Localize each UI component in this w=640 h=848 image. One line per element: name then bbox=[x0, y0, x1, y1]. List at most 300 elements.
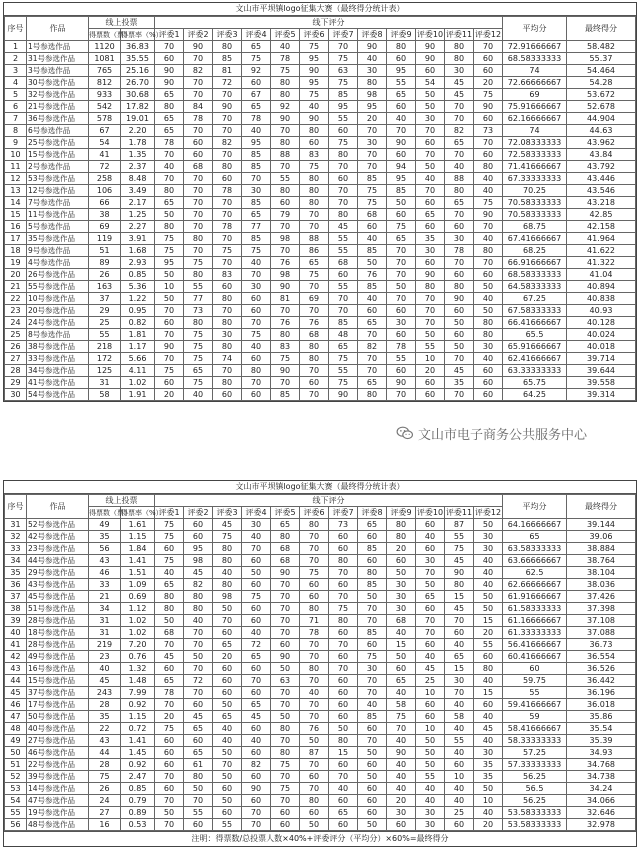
table-cell: 9号参选作品 bbox=[27, 245, 89, 257]
table-cell: 30 bbox=[5, 389, 27, 401]
table-cell: 53.58333333 bbox=[503, 807, 567, 819]
table-cell: 80 bbox=[155, 185, 184, 197]
table-cell: 40号参选作品 bbox=[27, 723, 89, 735]
table-cell: 40 bbox=[416, 651, 445, 663]
table-cell: 90 bbox=[416, 269, 445, 281]
table-cell: 0.92 bbox=[121, 759, 155, 771]
table-cell: 80 bbox=[213, 543, 242, 555]
table-cell: 92 bbox=[271, 101, 300, 113]
table-cell: 125 bbox=[89, 365, 121, 377]
table-cell: 70 bbox=[271, 221, 300, 233]
table-cell: 35 bbox=[474, 771, 503, 783]
header-judge-11: 评委11 bbox=[445, 507, 473, 517]
table-cell: 70 bbox=[184, 185, 213, 197]
table-cell: 75 bbox=[329, 353, 358, 365]
header-judge-4: 评委4 bbox=[242, 29, 271, 41]
table-cell: 40.018 bbox=[567, 341, 636, 353]
table-cell: 74 bbox=[213, 353, 242, 365]
table-cell: 20 bbox=[387, 543, 416, 555]
table-cell: 68 bbox=[358, 209, 387, 221]
table-cell: 60 bbox=[474, 149, 503, 161]
table-cell: 22 bbox=[5, 293, 27, 305]
table-cell: 75 bbox=[329, 377, 358, 389]
table-cell: 74 bbox=[503, 125, 567, 137]
table-cell: 60 bbox=[416, 519, 445, 531]
table-cell: 40 bbox=[387, 759, 416, 771]
table-cell: 58 bbox=[387, 699, 416, 711]
table-cell: 90 bbox=[329, 389, 358, 401]
table-cell: 60 bbox=[474, 53, 503, 65]
table-cell: 6 bbox=[5, 101, 27, 113]
table-cell: 51 bbox=[89, 245, 121, 257]
table-cell: 60 bbox=[416, 639, 445, 651]
table-cell: 85 bbox=[358, 711, 387, 723]
table-cell: 75 bbox=[242, 53, 271, 65]
table-cell: 60 bbox=[358, 531, 387, 543]
table-cell: 20 bbox=[387, 795, 416, 807]
table-cell: 50 bbox=[474, 591, 503, 603]
table-cell: 49号参选作品 bbox=[27, 651, 89, 663]
table-cell: 55 bbox=[329, 281, 358, 293]
table-cell: 80 bbox=[213, 341, 242, 353]
table-cell: 85 bbox=[242, 233, 271, 245]
table-cell: 2.20 bbox=[121, 125, 155, 137]
header-judge-7: 评委7 bbox=[329, 507, 358, 519]
table-cell: 16 bbox=[89, 819, 121, 831]
table-cell: 35 bbox=[445, 377, 474, 389]
table-cell: 54 bbox=[5, 795, 27, 807]
table-cell: 28 bbox=[89, 759, 121, 771]
header-final: 最终得分 bbox=[567, 17, 636, 41]
table-cell: 95 bbox=[242, 137, 271, 149]
table-cell: 66.41666667 bbox=[503, 317, 567, 329]
table-cell: 24号参选作品 bbox=[27, 317, 89, 329]
header-judge-6: 评委6 bbox=[300, 507, 329, 519]
table-cell: 77 bbox=[242, 221, 271, 233]
table-cell: 81 bbox=[271, 293, 300, 305]
table-cell: 37 bbox=[89, 293, 121, 305]
table-cell: 90 bbox=[271, 113, 300, 125]
table-cell: 80 bbox=[474, 329, 503, 341]
table-cell: 72.91666667 bbox=[503, 41, 567, 53]
table-cell: 70 bbox=[358, 161, 387, 173]
table-cell: 70 bbox=[300, 209, 329, 221]
table-cell: 31 bbox=[89, 615, 121, 627]
table-cell: 60 bbox=[416, 543, 445, 555]
table-cell: 35 bbox=[89, 711, 121, 723]
table-cell: 765 bbox=[89, 65, 121, 77]
table-cell: 72.58333333 bbox=[503, 149, 567, 161]
table-cell: 90 bbox=[184, 41, 213, 53]
table-cell: 70 bbox=[358, 687, 387, 699]
table-cell: 75 bbox=[358, 651, 387, 663]
table-cell: 70 bbox=[329, 185, 358, 197]
table-cell: 1.12 bbox=[121, 603, 155, 615]
table-cell: 36.196 bbox=[567, 687, 636, 699]
header-judge-5: 评委5 bbox=[271, 29, 300, 41]
table-cell: 67 bbox=[89, 125, 121, 137]
table-cell: 60 bbox=[184, 137, 213, 149]
table-cell: 70 bbox=[300, 711, 329, 723]
table-cell: 45 bbox=[445, 89, 474, 101]
table-cell: 65 bbox=[300, 257, 329, 269]
table-cell: 80 bbox=[358, 567, 387, 579]
table-cell: 53.672 bbox=[567, 89, 636, 101]
table-cell: 22 bbox=[89, 723, 121, 735]
table-cell: 8号参选作品 bbox=[27, 329, 89, 341]
table-cell: 80 bbox=[445, 579, 474, 591]
table-cell: 70 bbox=[271, 795, 300, 807]
table-cell: 60 bbox=[329, 759, 358, 771]
table-cell: 72 bbox=[89, 161, 121, 173]
table-cell: 0.89 bbox=[121, 807, 155, 819]
table-cell: 63 bbox=[329, 65, 358, 77]
table-cell: 55 bbox=[387, 77, 416, 89]
table-cell: 70 bbox=[300, 675, 329, 687]
table-cell: 60 bbox=[329, 675, 358, 687]
table-cell: 10号参选作品 bbox=[27, 293, 89, 305]
table-cell: 70 bbox=[271, 615, 300, 627]
table-cell: 80 bbox=[184, 603, 213, 615]
table-cell: 60 bbox=[300, 771, 329, 783]
table-cell: 0.76 bbox=[121, 651, 155, 663]
table-cell: 40 bbox=[242, 735, 271, 747]
table-cell: 60 bbox=[184, 699, 213, 711]
table-cell: 60 bbox=[445, 819, 474, 831]
table-cell: 65 bbox=[271, 519, 300, 531]
table-cell: 40 bbox=[213, 723, 242, 735]
table-cell: 80 bbox=[271, 137, 300, 149]
table-cell: 60 bbox=[300, 579, 329, 591]
table-cell: 14号参选作品 bbox=[27, 783, 89, 795]
table-cell: 44 bbox=[5, 675, 27, 687]
table-cell: 70 bbox=[445, 389, 474, 401]
table-cell: 70 bbox=[387, 723, 416, 735]
table-cell: 70 bbox=[416, 125, 445, 137]
table-cell: 70 bbox=[155, 329, 184, 341]
table-cell: 50 bbox=[387, 567, 416, 579]
table-cell: 62.5 bbox=[503, 567, 567, 579]
table-cell: 2 bbox=[5, 53, 27, 65]
table-cell: 75 bbox=[242, 245, 271, 257]
table-cell: 40 bbox=[474, 353, 503, 365]
table-cell: 1.61 bbox=[121, 519, 155, 531]
table-cell: 40.838 bbox=[567, 293, 636, 305]
table-cell: 7 bbox=[5, 113, 27, 125]
table-cell: 65 bbox=[329, 341, 358, 353]
table-cell: 11号参选作品 bbox=[27, 209, 89, 221]
table-row bbox=[5, 567, 636, 579]
table-cell: 86 bbox=[300, 245, 329, 257]
table-cell: 40.024 bbox=[567, 329, 636, 341]
table-cell: 90 bbox=[474, 209, 503, 221]
table-cell: 60 bbox=[358, 783, 387, 795]
table-cell: 45 bbox=[445, 555, 474, 567]
table-cell: 90 bbox=[416, 53, 445, 65]
table-cell: 23 bbox=[89, 651, 121, 663]
table-cell: 34 bbox=[89, 603, 121, 615]
table-cell: 75.91666667 bbox=[503, 101, 567, 113]
table-cell: 8.48 bbox=[121, 173, 155, 185]
table-cell: 55 bbox=[184, 281, 213, 293]
table-cell: 70 bbox=[213, 759, 242, 771]
table-row bbox=[5, 257, 636, 269]
table-cell: 50 bbox=[445, 341, 474, 353]
table-cell: 70 bbox=[329, 197, 358, 209]
table-cell: 70 bbox=[358, 353, 387, 365]
table-cell: 80 bbox=[300, 197, 329, 209]
table-cell: 43.446 bbox=[567, 173, 636, 185]
table-cell: 55 bbox=[184, 807, 213, 819]
header-judge-1: 评委1 bbox=[155, 507, 184, 519]
table-cell: 30 bbox=[358, 663, 387, 675]
table-cell: 40 bbox=[358, 53, 387, 65]
header-work-2: 作品 bbox=[27, 495, 89, 519]
table-cell: 60 bbox=[184, 531, 213, 543]
table-cell: 20 bbox=[474, 819, 503, 831]
table-cell: 67 bbox=[242, 89, 271, 101]
table-row bbox=[5, 221, 636, 233]
table-cell: 1.35 bbox=[121, 149, 155, 161]
table-cell: 30 bbox=[474, 747, 503, 759]
table-row bbox=[5, 41, 636, 53]
table-cell: 49 bbox=[89, 519, 121, 531]
table-cell: 90 bbox=[271, 365, 300, 377]
table-cell: 60 bbox=[329, 627, 358, 639]
table-cell: 68 bbox=[184, 161, 213, 173]
table-cell: 29 bbox=[5, 377, 27, 389]
table-cell: 80 bbox=[300, 603, 329, 615]
header-offline-2: 线下评分 bbox=[155, 495, 503, 507]
table-cell: 40 bbox=[387, 783, 416, 795]
table-cell: 40 bbox=[358, 293, 387, 305]
table-cell: 90 bbox=[474, 101, 503, 113]
table-row bbox=[5, 329, 636, 341]
table-cell: 60 bbox=[387, 149, 416, 161]
table-row bbox=[5, 305, 636, 317]
table-cell: 60 bbox=[213, 663, 242, 675]
header-judge-10: 评委10 bbox=[416, 29, 444, 39]
table-cell: 82 bbox=[213, 137, 242, 149]
table-cell: 68.58333333 bbox=[503, 269, 567, 281]
table-cell: 40 bbox=[358, 699, 387, 711]
table-cell: 70 bbox=[445, 257, 474, 269]
header-judge-4: 评委4 bbox=[242, 507, 271, 519]
table-cell: 35 bbox=[5, 567, 27, 579]
table-cell: 75 bbox=[474, 197, 503, 209]
table-cell: 1.02 bbox=[121, 377, 155, 389]
table-cell: 70 bbox=[300, 759, 329, 771]
table-cell: 28 bbox=[89, 699, 121, 711]
table-cell: 68.25 bbox=[503, 245, 567, 257]
table-cell: 70 bbox=[358, 125, 387, 137]
table-cell: 60 bbox=[474, 377, 503, 389]
table-cell: 82 bbox=[184, 65, 213, 77]
table-cell: 70 bbox=[242, 819, 271, 831]
table-cell: 78 bbox=[300, 627, 329, 639]
table-cell: 67.33333333 bbox=[503, 173, 567, 185]
table-cell: 92 bbox=[242, 65, 271, 77]
table-cell: 60 bbox=[387, 819, 416, 831]
table-cell: 1.15 bbox=[121, 711, 155, 723]
table-cell: 45 bbox=[242, 711, 271, 723]
table-cell: 43.218 bbox=[567, 197, 636, 209]
table-cell: 243 bbox=[89, 687, 121, 699]
table-cell: 15 bbox=[474, 687, 503, 699]
table-cell: 90 bbox=[387, 747, 416, 759]
table-cell: 30 bbox=[387, 603, 416, 615]
table-cell: 55 bbox=[329, 365, 358, 377]
table-cell: 34.066 bbox=[567, 795, 636, 807]
table-row bbox=[5, 149, 636, 161]
table-cell: 39.644 bbox=[567, 365, 636, 377]
table-cell: 75 bbox=[271, 759, 300, 771]
table-cell: 88 bbox=[271, 149, 300, 161]
table-cell: 40 bbox=[474, 567, 503, 579]
table-cell: 75 bbox=[387, 711, 416, 723]
table-cell: 60 bbox=[242, 389, 271, 401]
table-cell: 45 bbox=[445, 77, 474, 89]
table-row bbox=[5, 747, 636, 759]
table-cell: 39.314 bbox=[567, 389, 636, 401]
table-cell: 60 bbox=[300, 807, 329, 819]
table-cell: 55 bbox=[416, 341, 445, 353]
table-cell: 69 bbox=[89, 221, 121, 233]
table-cell: 19.01 bbox=[121, 113, 155, 125]
table-cell: 80 bbox=[184, 269, 213, 281]
table-cell: 65 bbox=[387, 89, 416, 101]
table-cell: 60 bbox=[387, 555, 416, 567]
table-cell: 55 bbox=[445, 735, 474, 747]
table-cell: 70 bbox=[213, 257, 242, 269]
table-cell: 60 bbox=[474, 365, 503, 377]
table-cell: 40 bbox=[445, 161, 474, 173]
table-cell: 10 bbox=[155, 281, 184, 293]
table-cell: 60 bbox=[329, 699, 358, 711]
table-cell: 34.738 bbox=[567, 771, 636, 783]
table-cell: 78 bbox=[155, 137, 184, 149]
table-cell: 80 bbox=[213, 161, 242, 173]
table-cell: 65 bbox=[358, 377, 387, 389]
table-cell: 60 bbox=[242, 747, 271, 759]
table-cell: 36号参选作品 bbox=[27, 113, 89, 125]
table-cell: 41.622 bbox=[567, 245, 636, 257]
table-cell: 20 bbox=[155, 389, 184, 401]
table-cell: 27 bbox=[89, 807, 121, 819]
table-cell: 70 bbox=[155, 173, 184, 185]
table-cell: 71.41666667 bbox=[503, 161, 567, 173]
table-cell: 37.426 bbox=[567, 591, 636, 603]
table-cell: 50 bbox=[358, 747, 387, 759]
table-cell: 81 bbox=[213, 65, 242, 77]
table-cell: 58 bbox=[89, 389, 121, 401]
table-cell: 21 bbox=[89, 591, 121, 603]
table-cell: 60 bbox=[416, 603, 445, 615]
table-cell: 70.58333333 bbox=[503, 197, 567, 209]
table-cell: 94 bbox=[387, 161, 416, 173]
table-cell: 65 bbox=[242, 699, 271, 711]
table-cell: 70 bbox=[184, 173, 213, 185]
table-cell: 70 bbox=[213, 125, 242, 137]
table-cell: 933 bbox=[89, 89, 121, 101]
table-cell: 4号参选作品 bbox=[27, 257, 89, 269]
table-cell: 80 bbox=[184, 771, 213, 783]
table-cell: 85 bbox=[358, 543, 387, 555]
table-cell: 60 bbox=[184, 735, 213, 747]
table-cell: 70 bbox=[184, 795, 213, 807]
header-online-2: 线上投票 bbox=[89, 495, 155, 507]
table-cell: 55 bbox=[387, 353, 416, 365]
table-cell: 70 bbox=[387, 245, 416, 257]
table-cell: 50 bbox=[271, 711, 300, 723]
table-cell: 43.962 bbox=[567, 137, 636, 149]
table-cell: 40 bbox=[474, 579, 503, 591]
table-cell: 45 bbox=[474, 723, 503, 735]
table-cell: 60 bbox=[416, 711, 445, 723]
table-cell: 48 bbox=[329, 329, 358, 341]
header-judge-12: 评委12 bbox=[474, 29, 502, 39]
table-cell: 35.55 bbox=[121, 53, 155, 65]
table-cell: 70 bbox=[271, 771, 300, 783]
table-cell: 70 bbox=[387, 269, 416, 281]
table-cell: 38.764 bbox=[567, 555, 636, 567]
table-cell: 20 bbox=[358, 113, 387, 125]
table-cell: 90 bbox=[155, 341, 184, 353]
table-cell: 12号参选作品 bbox=[27, 185, 89, 197]
table-cell: 70 bbox=[271, 603, 300, 615]
header-judge-3: 评委3 bbox=[213, 29, 242, 41]
table-cell: 60 bbox=[387, 209, 416, 221]
table-cell: 15号参选作品 bbox=[27, 675, 89, 687]
table-cell: 2.47 bbox=[121, 771, 155, 783]
table-row bbox=[5, 759, 636, 771]
table-cell: 75 bbox=[358, 185, 387, 197]
table-cell: 0.69 bbox=[121, 591, 155, 603]
header-judge-11: 评委11 bbox=[445, 29, 473, 39]
table-cell: 68 bbox=[271, 543, 300, 555]
table-title: 文山市平坝镇logo征集大赛（最终得分统计表） bbox=[4, 3, 636, 16]
table-cell: 80 bbox=[329, 615, 358, 627]
table-cell: 40 bbox=[474, 185, 503, 197]
table-cell: 31 bbox=[89, 377, 121, 389]
table-cell: 1.48 bbox=[121, 675, 155, 687]
table-cell: 70 bbox=[155, 353, 184, 365]
table-cell: 42号参选作品 bbox=[27, 531, 89, 543]
table-cell: 72 bbox=[242, 639, 271, 651]
table-cell: 65 bbox=[387, 675, 416, 687]
table-cell: 60 bbox=[242, 603, 271, 615]
table-cell: 40 bbox=[474, 555, 503, 567]
table-cell: 70 bbox=[416, 317, 445, 329]
table-cell: 40.93 bbox=[567, 305, 636, 317]
header-judge-1: 评委1 bbox=[155, 29, 184, 41]
table-cell: 70 bbox=[213, 89, 242, 101]
table-cell: 45 bbox=[5, 687, 27, 699]
table-cell: 60 bbox=[213, 173, 242, 185]
table-cell: 70 bbox=[358, 675, 387, 687]
table-cell: 26号参选作品 bbox=[27, 269, 89, 281]
table-cell: 85 bbox=[242, 197, 271, 209]
table-cell: 38.036 bbox=[567, 579, 636, 591]
table-cell: 60 bbox=[213, 281, 242, 293]
table-cell: 61.33333333 bbox=[503, 627, 567, 639]
table-cell: 72 bbox=[213, 77, 242, 89]
table-cell: 6号参选作品 bbox=[27, 125, 89, 137]
table-cell: 70 bbox=[329, 663, 358, 675]
table-cell: 31号参选作品 bbox=[27, 53, 89, 65]
table-cell: 38号参选作品 bbox=[27, 341, 89, 353]
table-cell: 80 bbox=[445, 41, 474, 53]
